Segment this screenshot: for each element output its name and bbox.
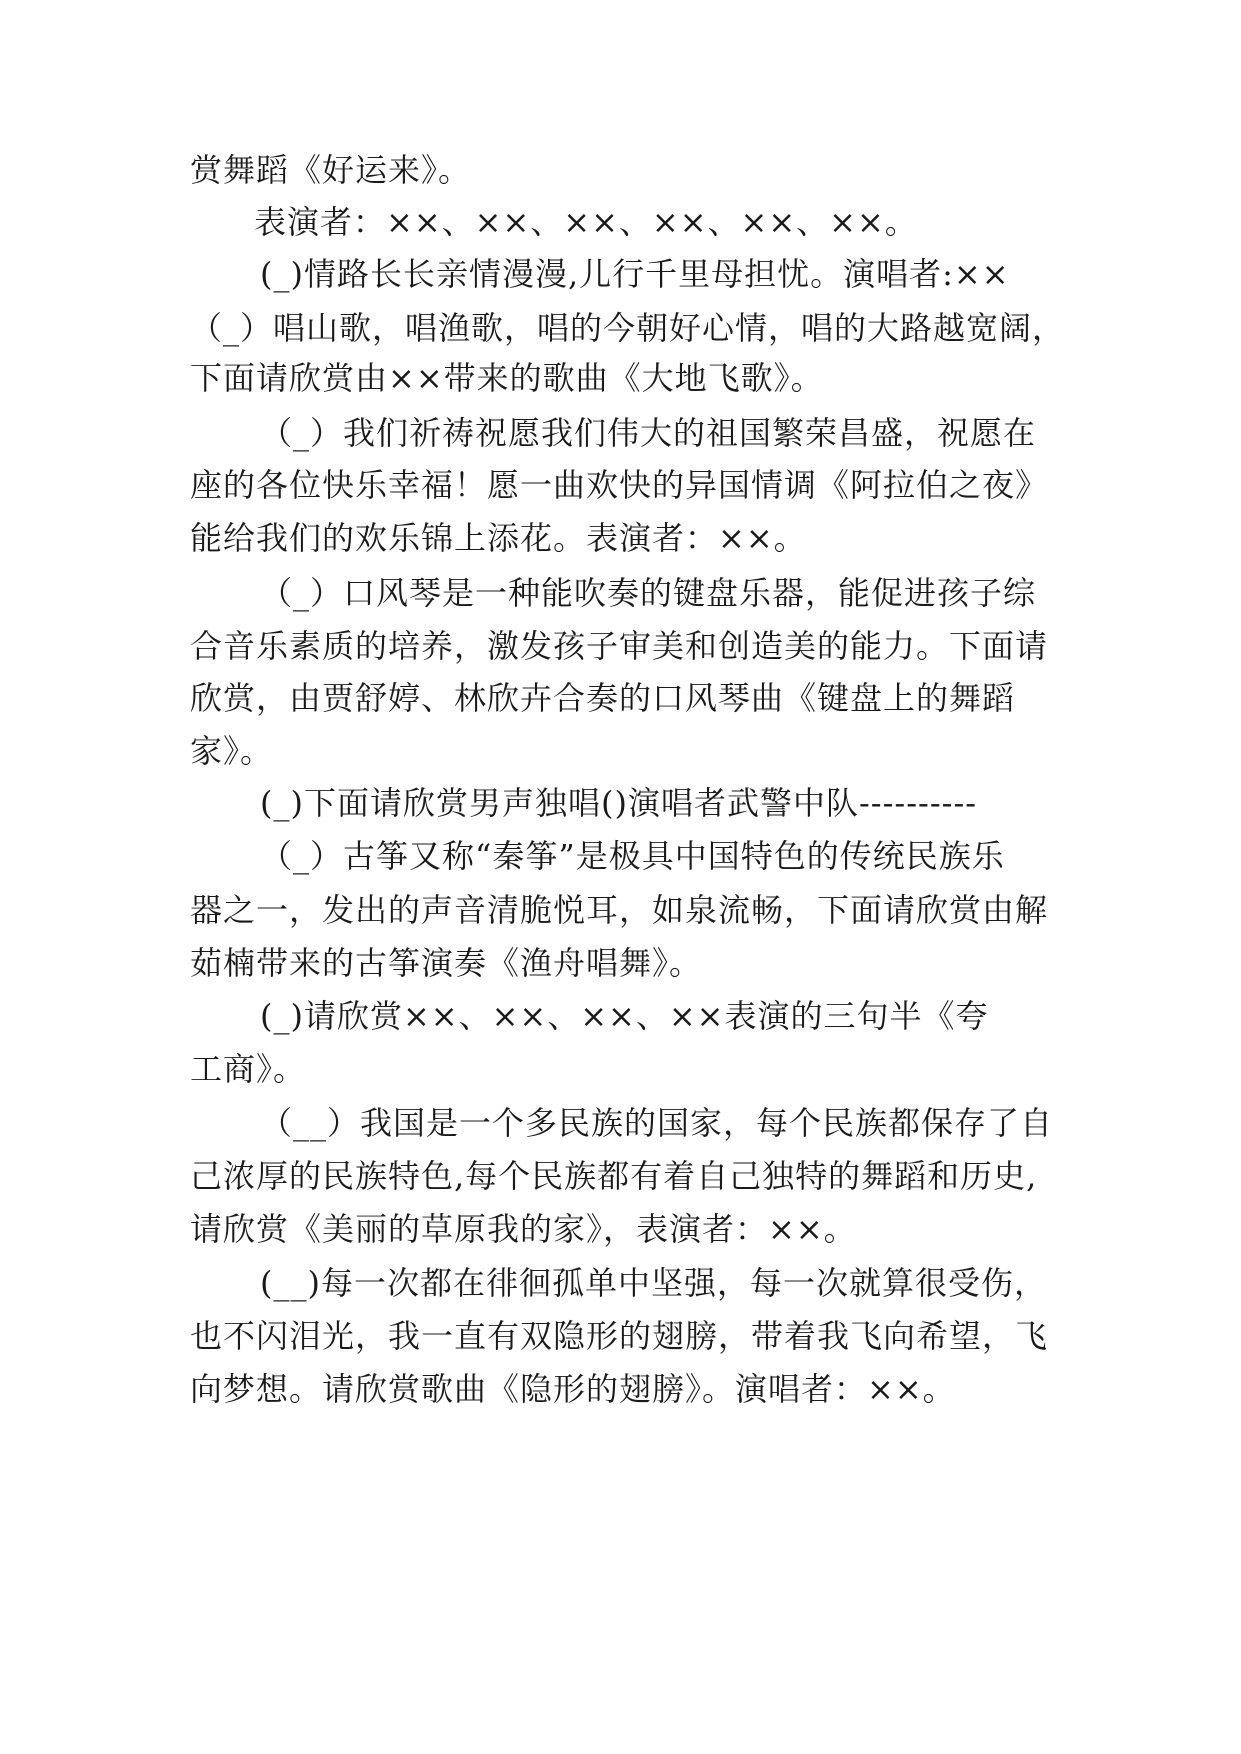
text-line: 工商》。 xyxy=(190,1050,307,1088)
text-line: (_)情路长长亲情漫漫,儿行千里母担忧。演唱者:×× xyxy=(260,255,1010,293)
text-line: 下面请欣赏由××带来的歌曲《大地飞歌》。 xyxy=(190,359,824,397)
text-line: 家》。 xyxy=(190,732,274,770)
text-line: 茹楠带来的古筝演奏《渔舟唱舞》。 xyxy=(190,944,703,982)
text-line: 请欣赏《美丽的草原我的家》，表演者：××。 xyxy=(190,1210,857,1248)
text-line: （_）古筝又称“秦筝”是极具中国特色的传统民族乐 xyxy=(260,837,1005,875)
text-line: 座的各位快乐幸福！愿一曲欢快的异国情调《阿拉伯之夜》 xyxy=(190,466,1049,504)
text-line: 也不闪泪光，我一直有双隐形的翅膀，带着我飞向希望，飞 xyxy=(190,1317,1049,1355)
text-line: (__)每一次都在徘徊孤单中坚强，每一次就算很受伤， xyxy=(260,1264,1047,1302)
text-line: 表演者：××、××、××、××、××、××。 xyxy=(254,203,918,241)
text-line: 己浓厚的民族特色,每个民族都有着自己独特的舞蹈和历史, xyxy=(190,1157,1038,1195)
text-line: （_）我们祈祷祝愿我们伟大的祖国繁荣昌盛，祝愿在 xyxy=(260,414,1037,452)
text-line: 赏舞蹈《好运来》。 xyxy=(190,151,472,189)
text-line: 合音乐素质的培养，激发孩子审美和创造美的能力。下面请 xyxy=(190,627,1049,665)
text-line: （_）唱山歌，唱渔歌，唱的今朝好心情，唱的大路越宽阔， xyxy=(190,309,1066,347)
text-line: （__）我国是一个多民族的国家，每个民族都保存了自 xyxy=(260,1104,1054,1142)
text-line: 能给我们的欢乐锦上添花。表演者：××。 xyxy=(190,519,807,557)
text-line: （_）口风琴是一种能吹奏的键盘乐器，能促进孩子综 xyxy=(260,574,1037,612)
text-line: (_)下面请欣赏男声独唱()演唱者武警中队---------- xyxy=(260,784,978,822)
text-line: 向梦想。请欣赏歌曲《隐形的翅膀》。演唱者：××。 xyxy=(190,1370,956,1408)
text-line: 欣赏，由贾舒婷、林欣卉合奏的口风琴曲《键盘上的舞蹈 xyxy=(190,679,1016,717)
text-line: (_)请欣赏××、××、××、××表演的三句半《夸 xyxy=(260,997,989,1035)
text-line: 器之一，发出的声音清脆悦耳，如泉流畅，下面请欣赏由解 xyxy=(190,891,1049,929)
